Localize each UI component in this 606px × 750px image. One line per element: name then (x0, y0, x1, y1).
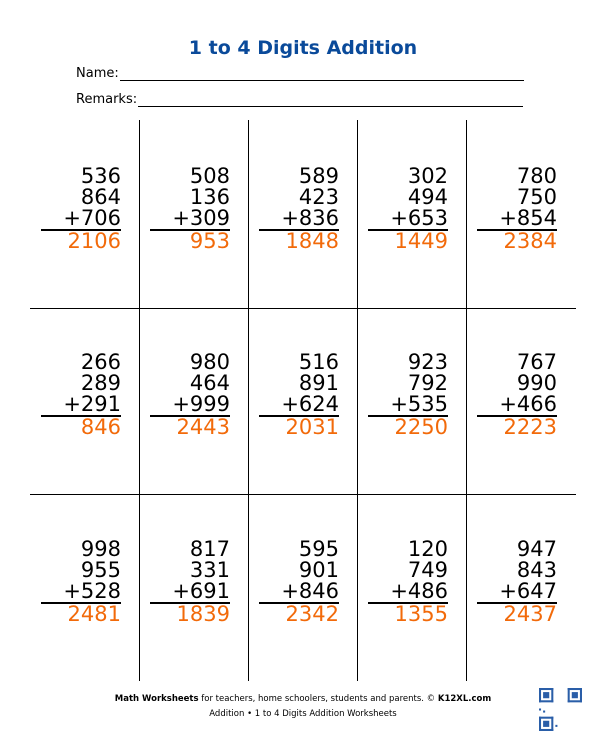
addend-2: 494 (407, 185, 448, 209)
addition-problem (41, 166, 121, 252)
answer: 2106 (67, 229, 121, 253)
addend-1: 120 (407, 537, 448, 561)
addend-1: 767 (516, 350, 557, 374)
grid-divider (466, 120, 467, 681)
addend-3: +854 (477, 208, 557, 231)
addend-1: 998 (80, 537, 121, 561)
footer-site[interactable]: K12XL.com (437, 694, 492, 704)
answer: 1449 (394, 229, 448, 253)
addend-3: +836 (259, 208, 339, 231)
addend-1: 817 (189, 537, 230, 561)
addition-problem (368, 352, 448, 438)
remarks-label: Remarks: (76, 92, 138, 107)
footer-line-2: Addition • 1 to 4 Digits Addition Worksheets (209, 709, 397, 719)
answer: 1355 (394, 602, 448, 626)
addend-1: 595 (298, 537, 339, 561)
addend-3: +706 (41, 208, 121, 231)
addend-2: 423 (298, 185, 339, 209)
answer: 953 (189, 229, 230, 253)
addend-1: 780 (516, 164, 557, 188)
addend-2: 289 (80, 371, 121, 395)
answer: 1848 (285, 229, 339, 253)
addend-1: 516 (298, 350, 339, 374)
qr-code-icon[interactable] (539, 688, 582, 731)
answer: 2443 (176, 415, 230, 439)
addend-2: 136 (189, 185, 230, 209)
addition-problem (259, 166, 339, 252)
addition-problem (477, 166, 557, 252)
addition-problem (368, 166, 448, 252)
addend-2: 464 (189, 371, 230, 395)
addend-3: +691 (150, 581, 230, 604)
addend-1: 980 (189, 350, 230, 374)
footer-text: for teachers, home schoolers, students and parents. © (198, 694, 438, 704)
addend-2: 864 (80, 185, 121, 209)
addend-3: +647 (477, 581, 557, 604)
addend-2: 331 (189, 558, 230, 582)
addend-3: +309 (150, 208, 230, 231)
addend-2: 792 (407, 371, 448, 395)
remarks-line[interactable] (138, 92, 523, 107)
remarks-field[interactable] (76, 92, 523, 107)
footer-line-1 (0, 694, 606, 704)
grid-divider (30, 308, 576, 309)
addend-1: 508 (189, 164, 230, 188)
addition-problem (368, 539, 448, 625)
addend-3: +528 (41, 581, 121, 604)
addend-3: +653 (368, 208, 448, 231)
answer: 2437 (503, 602, 557, 626)
name-line[interactable] (120, 66, 524, 81)
addition-problem (259, 539, 339, 625)
addend-2: 749 (407, 558, 448, 582)
name-field[interactable] (76, 66, 524, 81)
addition-problem (150, 166, 230, 252)
addend-2: 955 (80, 558, 121, 582)
addend-3: +291 (41, 394, 121, 417)
addend-3: +624 (259, 394, 339, 417)
addend-1: 302 (407, 164, 448, 188)
answer: 2250 (394, 415, 448, 439)
grid-divider (248, 120, 249, 681)
addend-3: +846 (259, 581, 339, 604)
grid-divider (30, 494, 576, 495)
grid-divider (357, 120, 358, 681)
answer: 2031 (285, 415, 339, 439)
page-title: 1 to 4 Digits Addition (188, 37, 418, 59)
addition-problem (477, 352, 557, 438)
addend-2: 990 (516, 371, 557, 395)
addend-1: 947 (516, 537, 557, 561)
grid-divider (139, 120, 140, 681)
footer-brand: Math Worksheets (114, 694, 199, 704)
addition-problem (259, 352, 339, 438)
addend-1: 266 (80, 350, 121, 374)
addend-2: 891 (298, 371, 339, 395)
addition-problem (41, 539, 121, 625)
answer: 2384 (503, 229, 557, 253)
addend-1: 589 (298, 164, 339, 188)
answer: 1839 (176, 602, 230, 626)
name-label: Name: (76, 66, 119, 81)
addition-problem (150, 539, 230, 625)
addend-3: +486 (368, 581, 448, 604)
addend-3: +535 (368, 394, 448, 417)
answer: 2223 (503, 415, 557, 439)
addition-problem (477, 539, 557, 625)
addend-2: 843 (516, 558, 557, 582)
addend-1: 536 (80, 164, 121, 188)
answer: 846 (80, 415, 121, 439)
addend-2: 901 (298, 558, 339, 582)
answer: 2342 (285, 602, 339, 626)
addend-1: 923 (407, 350, 448, 374)
addend-3: +999 (150, 394, 230, 417)
addition-problem (150, 352, 230, 438)
addend-2: 750 (516, 185, 557, 209)
answer: 2481 (67, 602, 121, 626)
addition-problem (41, 352, 121, 438)
addend-3: +466 (477, 394, 557, 417)
